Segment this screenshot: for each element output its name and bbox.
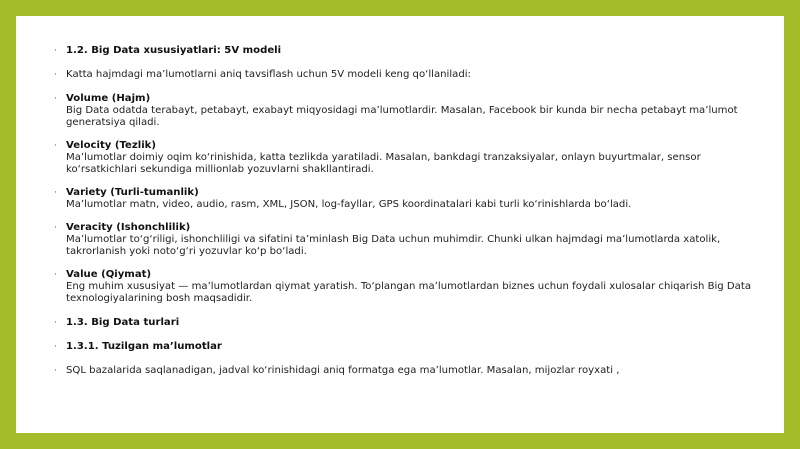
types-heading: 1.3. Big Data turlari [66,317,180,328]
veracity-title: Veracity (Ishonchlilik) [66,222,191,233]
bullet-dot: · [54,318,57,328]
bullet-dot: · [54,366,57,376]
bullet-dot: · [54,141,57,151]
bullet-item-veracity [54,222,774,258]
bullet-item-volume [54,93,774,129]
bullet-dot: · [54,70,57,80]
bullet-dot: · [54,188,57,198]
veracity-text: Ma’lumotlar to‘g‘riligi, ishonchliligi va sifatini ta’minlash Big Data uchun muhimdir. Chunki ulkan hajmdagi ma’lumotlarda xatolik, takrorlanish yoki noto‘g‘ri yozuvlar ko‘p bo‘ladi. [66,234,721,257]
structured-text: SQL bazalarida saqlanadigan, jadval ko‘rinishidagi aniq formatga ega ma’lumotlar. Masalan, mijozlar royxati , [66,365,620,376]
bullet-dot: · [54,270,57,280]
bullet-dot: · [54,94,57,104]
bullet-item-structured-text [54,365,774,377]
intro-text: Katta hajmdagi ma’lumotlarni aniq tavsiflash uchun 5V modeli keng qo‘llaniladi: [66,69,471,80]
bullet-dot: · [54,223,57,233]
velocity-title: Velocity (Tezlik) [66,140,156,151]
volume-title: Volume (Hajm) [66,93,151,104]
slide-content [54,45,774,377]
volume-text: Big Data odatda terabayt, petabayt, exabayt miqyosidagi ma’lumotlardir. Masalan, Facebook bir kunda bir necha petabayt ma’lumot generatsiya qiladi. [66,105,738,128]
section-heading: 1.2. Big Data xususiyatlari: 5V modeli [66,45,282,56]
slide [16,16,784,433]
variety-text: Ma’lumotlar matn, video, audio, rasm, XML, JSON, log-fayllar, GPS koordinatalari kabi turli ko‘rinishlarda bo‘ladi. [66,199,632,210]
variety-title: Variety (Turli-tumanlik) [66,187,199,198]
bullet-item-variety [54,187,774,211]
bullet-item-value [54,269,774,305]
structured-heading: 1.3.1. Tuzilgan ma’lumotlar [66,341,222,352]
bullet-item-types-heading [54,317,774,329]
bullet-item-intro [54,69,774,81]
bullet-item-section-heading [54,45,774,57]
value-title: Value (Qiymat) [66,269,152,280]
bullet-item-structured-heading [54,341,774,353]
bullet-item-velocity [54,140,774,176]
bullet-dot: · [54,342,57,352]
bullet-dot: · [54,46,57,56]
value-text: Eng muhim xususiyat — ma’lumotlardan qiymat yaratish. To‘plangan ma’lumotlardan biznes uchun foydali xulosalar chiqarish Big Data texnologiyalarining bosh maqsadidir. [66,281,752,304]
velocity-text: Ma’lumotlar doimiy oqim ko‘rinishida, katta tezlikda yaratiladi. Masalan, bankdagi tranzaksiyalar, onlayn buyurtmalar, sensor ko‘rsatkichlari sekundiga millionlab yozuvlarni shakllantiradi. [66,152,701,175]
